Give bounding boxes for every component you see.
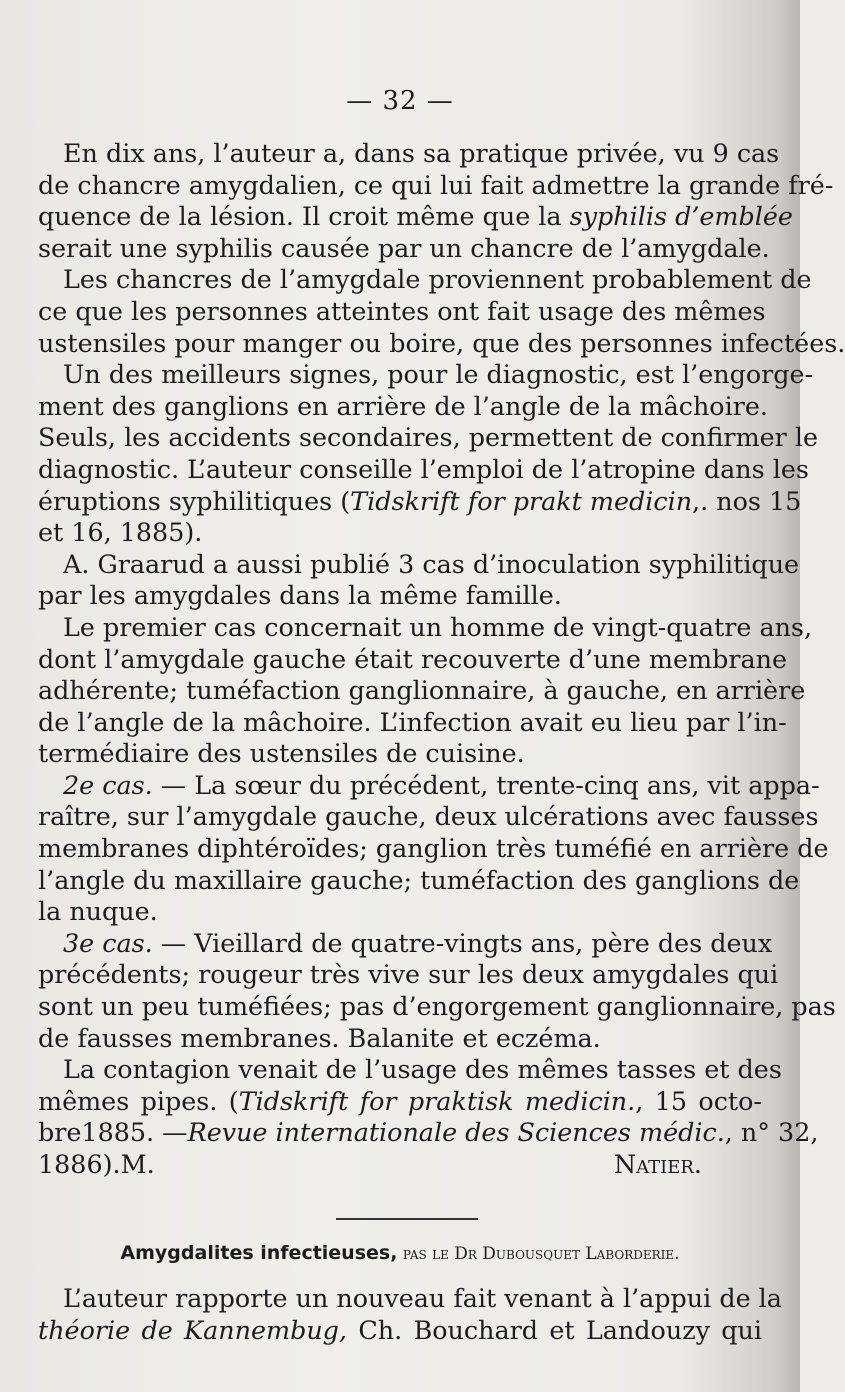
text-line: précédents; rougeur très vive sur les deux amygdales qui [38, 959, 779, 990]
case-label: 3e cas. [63, 927, 153, 958]
text-line: membranes diphtéroïdes; ganglion très tuméfié en arrière de [38, 833, 829, 864]
section-heading [0, 1242, 800, 1264]
text-line [38, 769, 820, 802]
page-number: — 32 — [346, 86, 454, 116]
text-line: termédiaire des ustensiles de cuisine. [38, 738, 525, 769]
journal-title: Revue internationale des Sciences médic. [187, 1117, 725, 1148]
journal-title: Tidskrift for praktisk medicin. [238, 1085, 636, 1116]
text-line: ment des ganglions en arrière de l’angle de la mâchoire. [38, 390, 768, 421]
text-segment: quence de la lésion. Il croit même que la [38, 201, 570, 232]
text-line: de fausses membranes. Balanite et eczéma. [38, 1022, 601, 1053]
signature: M. Natier. [120, 1149, 702, 1179]
text-line: L’auteur rapporte un nouveau fait venant à l’appui de la [63, 1283, 782, 1313]
text-line: En dix ans, l’auteur a, dans sa pratique privée, vu 9 cas [63, 138, 780, 168]
text-line [38, 1149, 762, 1181]
text-line: Le premier cas concernait un homme de vingt-quatre ans, [63, 611, 813, 642]
text-line: serait une syphilis causée par un chancre de l’amygdale. [38, 232, 770, 263]
text-line: ustensiles pour manger ou boire, que des personnes infectées. [38, 327, 845, 358]
text-segment: — La sœur du précédent, trente-cinq ans, vit appa- [152, 769, 820, 800]
text-line [38, 201, 793, 233]
text-line: sont un peu tuméfiées; pas d’engorgement ganglionnaire, pas [38, 991, 836, 1022]
text-segment: mêmes pipes. ( [38, 1085, 239, 1116]
closing-text [38, 1282, 782, 1345]
section-author: pas le Dr Dubousquet Laborderie. [397, 1244, 680, 1264]
text-line: de l’angle de la mâchoire. L’infection avait eu lieu par l’in- [38, 706, 787, 737]
case-label: 2e cas. [63, 769, 153, 800]
text-line: de chancre amygdalien, ce qui lui fait admettre la grande fré- [38, 169, 834, 200]
text-line: par les amygdales dans la même famille. [38, 580, 562, 611]
body-text [38, 138, 845, 1181]
citation-year: 1886). [38, 1149, 121, 1179]
text-line [38, 485, 802, 518]
text-line: raître, sur l’amygdale gauche, deux ulcérations avec fausses [38, 801, 819, 832]
text-line: La contagion venait de l’usage des mêmes tasses et des [63, 1054, 782, 1085]
text-line [38, 1086, 762, 1118]
text-line: adhérente; tuméfaction ganglionnaire, à gauche, en arrière [38, 675, 806, 706]
text-line: diagnostic. L’auteur conseille l’emploi de l’atropine dans les [38, 453, 809, 484]
text-line [38, 927, 773, 960]
text-line [38, 1117, 819, 1149]
text-segment: bre1885. — [38, 1117, 188, 1148]
text-line: la nuque. [38, 896, 158, 927]
section-title: Amygdalites infectieuses, [120, 1242, 398, 1264]
italic-term: syphilis d’emblée [569, 201, 793, 232]
text-segment: ,. nos 15 [692, 485, 802, 516]
text-line: A. Graarud a aussi publié 3 cas d’inoculation syphilitique [63, 548, 800, 579]
text-line: l’angle du maxillaire gauche; tuméfaction des ganglions de [38, 864, 800, 895]
text-segment: — Vieillard de quatre-vingts ans, père des deux [152, 927, 773, 958]
text-line: Un des meilleurs signes, pour le diagnostic, est l’engorge- [63, 359, 814, 390]
text-line: Les chancres de l’amygdale proviennent probablement de [63, 264, 812, 295]
text-line [38, 1314, 762, 1346]
italic-term: théorie de Kannembug, [38, 1314, 348, 1345]
journal-title: Tidskrift for prakt medicin [350, 485, 693, 516]
text-segment: , n° 32, [724, 1117, 819, 1148]
section-divider [336, 1218, 478, 1220]
text-segment: , 15 octo- [635, 1085, 762, 1116]
text-line: dont l’amygdale gauche était recouverte d’une membrane [38, 643, 787, 674]
text-segment: éruptions syphilitiques ( [38, 485, 351, 516]
text-segment: Ch. Bouchard et Landouzy qui [347, 1314, 763, 1345]
text-line: ce que les personnes atteintes ont fait usage des mêmes [38, 295, 766, 326]
text-line: Seuls, les accidents secondaires, permettent de confirmer le [38, 422, 819, 453]
text-line: et 16, 1885). [38, 517, 203, 548]
